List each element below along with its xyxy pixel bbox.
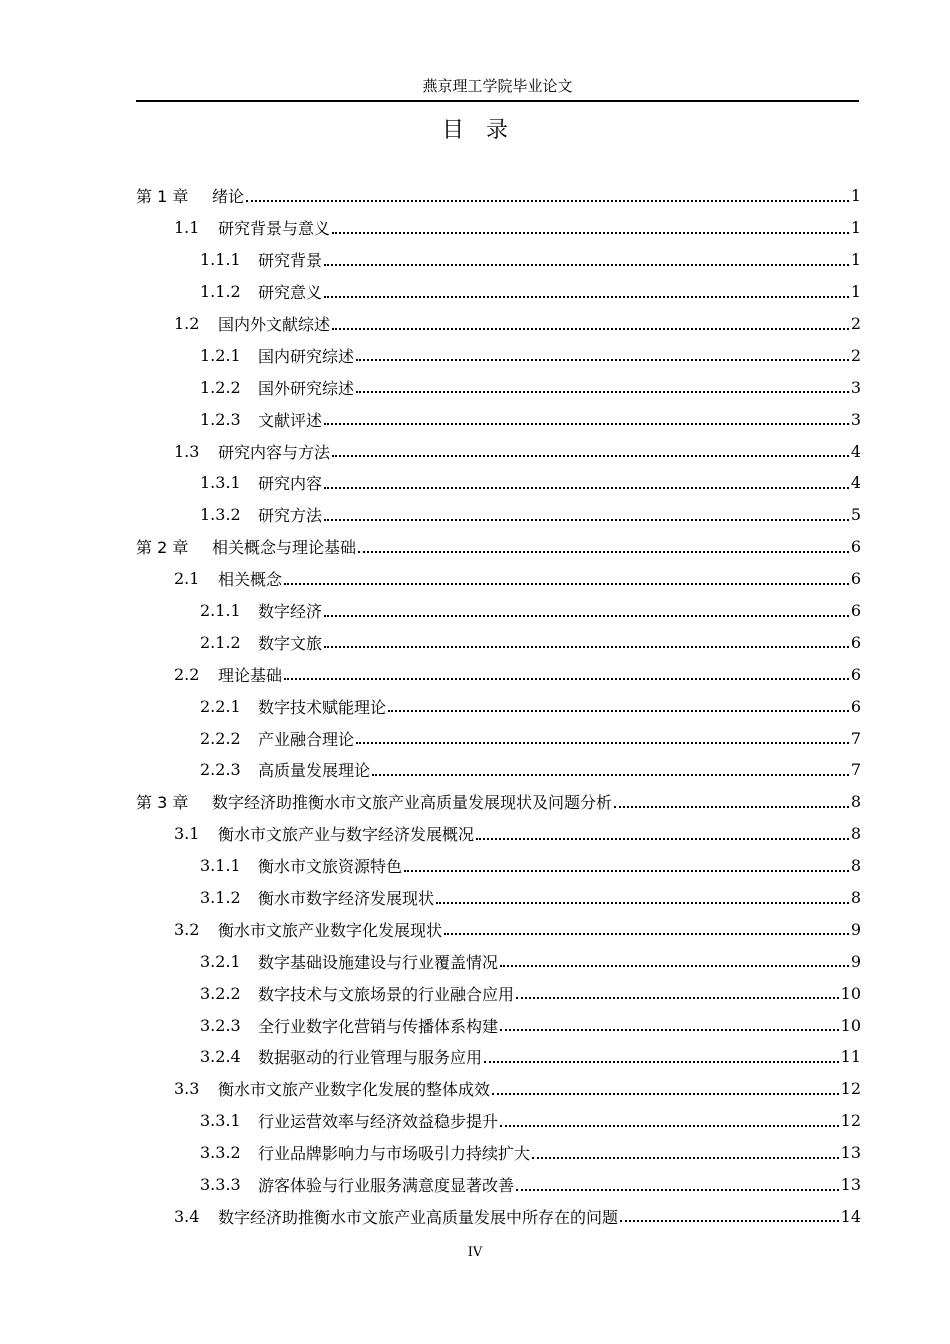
- dot-leader: [324, 615, 849, 617]
- toc-entry-page: 6: [850, 537, 861, 557]
- toc-entry-page: 8: [850, 792, 861, 812]
- dot-leader: [358, 551, 849, 553]
- toc-entry-number: 3.2.4: [200, 1047, 241, 1067]
- toc-entry-page: 8: [850, 856, 861, 876]
- toc-entry-page: 8: [850, 824, 861, 844]
- toc-entry-title: 衡水市文旅产业与数字经济发展概况: [218, 825, 475, 845]
- toc-entry[interactable]: [136, 722, 861, 754]
- dot-leader: [284, 583, 849, 585]
- toc-entry-page: 1: [850, 282, 861, 302]
- toc-entry-title: 理论基础: [218, 665, 283, 685]
- toc-entry-number: 2.2.2: [200, 728, 241, 748]
- toc-entry-number: 3.1: [174, 824, 200, 844]
- toc-entry-number: 3.3.2: [200, 1143, 241, 1163]
- toc-entry-number: 3.1.1: [200, 856, 241, 876]
- toc-entry-title: 研究方法: [258, 506, 323, 526]
- page-title: 目 录: [441, 118, 508, 143]
- toc-entry-page: 5: [850, 505, 861, 525]
- toc-entry-page: 1: [850, 218, 861, 238]
- dot-leader: [500, 965, 849, 967]
- toc-entry-number: 1.3.2: [200, 505, 241, 525]
- toc-entry-page: 3: [850, 409, 861, 429]
- toc-entry-page: 10: [840, 1015, 861, 1035]
- toc-entry-title: 行业运营效率与经济效益稳步提升: [258, 1112, 499, 1132]
- dot-leader: [532, 1157, 839, 1159]
- dot-leader: [436, 902, 849, 904]
- toc-entry-title: 研究意义: [258, 283, 323, 303]
- toc-entry-title: 游客体验与行业服务满意度显著改善: [258, 1176, 515, 1196]
- toc-entry[interactable]: [136, 1201, 861, 1233]
- toc-entry-number: 3.2.1: [200, 951, 241, 971]
- dot-leader: [324, 646, 849, 648]
- toc-entry-number: 1.1.1: [200, 250, 241, 270]
- toc-entry[interactable]: [136, 977, 861, 1009]
- toc-entry[interactable]: [136, 945, 861, 977]
- toc-entry-number: 2.2.3: [200, 760, 241, 780]
- toc-entry-page: 7: [850, 728, 861, 748]
- toc-entry[interactable]: [136, 595, 861, 627]
- dot-leader: [372, 774, 849, 776]
- toc-entry-number: 2.1.2: [200, 632, 241, 652]
- toc-entry[interactable]: [136, 1169, 861, 1201]
- dot-leader: [324, 296, 849, 298]
- dot-leader: [332, 232, 849, 234]
- dot-leader: [332, 455, 849, 457]
- toc-entry-page: 6: [850, 569, 861, 589]
- toc-entry[interactable]: [136, 913, 861, 945]
- toc-entry-number: 1.2.2: [200, 377, 241, 397]
- toc-entry-page: 10: [840, 983, 861, 1003]
- toc-entry[interactable]: [136, 212, 861, 244]
- toc-entry-title: 数据驱动的行业管理与服务应用: [258, 1048, 483, 1068]
- toc-entry[interactable]: [136, 1105, 861, 1137]
- page-number: IV: [467, 1245, 483, 1260]
- toc-entry-title: 研究背景与意义: [218, 219, 331, 239]
- dot-leader: [404, 870, 849, 872]
- dot-leader: [500, 1029, 839, 1031]
- toc-entry-page: 14: [840, 1206, 861, 1226]
- toc-entry[interactable]: [136, 435, 861, 467]
- toc-entry-page: 6: [850, 664, 861, 684]
- toc-entry-page: 9: [850, 951, 861, 971]
- toc-entry-number: 2.2: [174, 664, 200, 684]
- toc-entry[interactable]: [136, 1041, 861, 1073]
- toc-entry[interactable]: [136, 850, 861, 882]
- toc-entry-number: 1.2.3: [200, 409, 241, 429]
- toc-entry-title: 行业品牌影响力与市场吸引力持续扩大: [258, 1144, 531, 1164]
- toc-entry-page: 6: [850, 696, 861, 716]
- toc-entry-number: 3.3.3: [200, 1175, 241, 1195]
- dot-leader: [324, 519, 849, 521]
- toc-entry[interactable]: [136, 499, 861, 531]
- toc-entry-number: 3.4: [174, 1206, 200, 1226]
- toc-entry[interactable]: [136, 818, 861, 850]
- toc-entry-page: 7: [850, 760, 861, 780]
- toc-entry-number: 1.2: [174, 314, 200, 333]
- dot-leader: [484, 1061, 839, 1063]
- toc-entry-page: 4: [850, 473, 861, 493]
- toc-entry-title: 数字技术赋能理论: [258, 697, 387, 717]
- toc-entry-title: 衡水市数字经济发展现状: [258, 889, 435, 909]
- dot-leader: [444, 933, 849, 935]
- toc-entry-title: 相关概念与理论基础: [212, 538, 357, 558]
- dot-leader: [332, 328, 849, 330]
- toc-entry-title: 研究内容: [258, 474, 323, 494]
- toc-entry-title: 数字基础设施建设与行业覆盖情况: [258, 952, 499, 972]
- toc-entry-page: 9: [850, 919, 861, 939]
- toc-entry-page: 11: [840, 1047, 861, 1067]
- toc-entry-page: 12: [840, 1111, 861, 1131]
- dot-leader: [324, 264, 849, 266]
- toc-entry[interactable]: [136, 1073, 861, 1105]
- toc-entry-page: 8: [850, 888, 861, 908]
- toc-entry[interactable]: [136, 882, 861, 914]
- toc-entry-page: 2: [850, 345, 861, 365]
- toc-entry-page: 2: [850, 314, 861, 333]
- toc-entry-title: 数字经济助推衡水市文旅产业高质量发展现状及问题分析: [212, 793, 613, 813]
- toc-entry-number: 3.2.2: [200, 983, 241, 1003]
- toc-entry-title: 全行业数字化营销与传播体系构建: [258, 1016, 499, 1036]
- toc-entry-page: 13: [840, 1175, 861, 1195]
- toc-entry-page: 3: [850, 377, 861, 397]
- dot-leader: [516, 997, 839, 999]
- dot-leader: [516, 1189, 839, 1191]
- toc-entry-number: 1.1.2: [200, 282, 241, 302]
- toc-entry[interactable]: [136, 786, 861, 818]
- toc-entry[interactable]: [136, 626, 861, 658]
- toc-entry-number: 3.2: [174, 919, 200, 939]
- toc-entry[interactable]: [136, 690, 861, 722]
- toc-entry-number: 第 3 章: [136, 793, 189, 813]
- toc-entry-page: 13: [840, 1143, 861, 1163]
- toc-entry-number: 1.1: [174, 218, 200, 238]
- toc-entry-title: 文献评述: [258, 410, 323, 430]
- running-header: 燕京理工学院毕业论文: [422, 77, 573, 95]
- toc-entry-page: 6: [850, 601, 861, 621]
- dot-leader: [492, 1093, 839, 1095]
- toc-entry-number: 第 2 章: [136, 538, 189, 558]
- toc-entry-title: 数字技术与文旅场景的行业融合应用: [258, 984, 515, 1004]
- toc-entry[interactable]: [136, 754, 861, 786]
- toc-entry-title: 衡水市文旅产业数字化发展现状: [218, 920, 443, 940]
- toc-entry-title: 国内外文献综述: [218, 315, 331, 334]
- toc-entry[interactable]: [136, 467, 861, 499]
- dot-leader: [246, 200, 849, 202]
- dot-leader: [324, 423, 849, 425]
- toc-entry[interactable]: [136, 1137, 861, 1169]
- toc-entry[interactable]: [136, 244, 861, 276]
- toc-entry-number: 1.2.1: [200, 345, 241, 365]
- toc-entry-title: 产业融合理论: [258, 729, 355, 749]
- toc-entry-number: 3.3.1: [200, 1111, 241, 1131]
- toc-entry-page: 12: [840, 1079, 861, 1099]
- toc-entry[interactable]: [136, 1009, 861, 1041]
- toc-entry-title: 绪论: [212, 187, 245, 207]
- toc-entry-page: 4: [850, 441, 861, 461]
- toc-entry[interactable]: [136, 308, 861, 340]
- toc-entry[interactable]: [136, 563, 861, 595]
- dot-leader: [356, 742, 849, 744]
- toc-entry-number: 第 1 章: [136, 187, 189, 207]
- table-of-contents: [136, 180, 861, 1232]
- toc-entry-title: 数字经济助推衡水市文旅产业高质量发展中所存在的问题: [218, 1207, 619, 1227]
- toc-entry-title: 国外研究综述: [258, 378, 355, 398]
- toc-entry-title: 相关概念: [218, 570, 283, 590]
- dot-leader: [388, 710, 849, 712]
- toc-entry-number: 2.1.1: [200, 601, 241, 621]
- toc-entry[interactable]: [136, 371, 861, 403]
- toc-entry-number: 3.2.3: [200, 1015, 241, 1035]
- toc-entry-title: 国内研究综述: [258, 346, 355, 366]
- dot-leader: [356, 359, 849, 361]
- toc-entry-title: 研究背景: [258, 251, 323, 271]
- toc-entry[interactable]: [136, 403, 861, 435]
- toc-entry-title: 数字文旅: [258, 633, 323, 653]
- dot-leader: [324, 487, 849, 489]
- toc-entry-number: 3.3: [174, 1079, 200, 1099]
- toc-entry-title: 高质量发展理论: [258, 761, 371, 781]
- dot-leader: [620, 1220, 839, 1222]
- toc-entry[interactable]: [136, 180, 861, 212]
- toc-entry[interactable]: [136, 658, 861, 690]
- toc-entry-page: 6: [850, 632, 861, 652]
- header-rule: [136, 100, 859, 102]
- toc-entry-title: 衡水市文旅资源特色: [258, 857, 403, 877]
- toc-entry-number: 3.1.2: [200, 888, 241, 908]
- toc-entry-number: 2.2.1: [200, 696, 241, 716]
- toc-entry-page: 1: [850, 250, 861, 270]
- toc-entry[interactable]: [136, 339, 861, 371]
- toc-entry[interactable]: [136, 276, 861, 308]
- toc-entry[interactable]: [136, 531, 861, 563]
- dot-leader: [356, 391, 849, 393]
- toc-entry-number: 1.3: [174, 441, 200, 461]
- toc-entry-page: 1: [850, 186, 861, 206]
- dot-leader: [284, 678, 849, 680]
- dot-leader: [500, 1125, 839, 1127]
- toc-entry-title: 研究内容与方法: [218, 442, 331, 462]
- toc-entry-title: 数字经济: [258, 602, 323, 622]
- toc-entry-number: 1.3.1: [200, 473, 241, 493]
- dot-leader: [476, 838, 849, 840]
- toc-entry-title: 衡水市文旅产业数字化发展的整体成效: [218, 1080, 491, 1100]
- toc-entry-number: 2.1: [174, 569, 200, 589]
- dot-leader: [614, 806, 849, 808]
